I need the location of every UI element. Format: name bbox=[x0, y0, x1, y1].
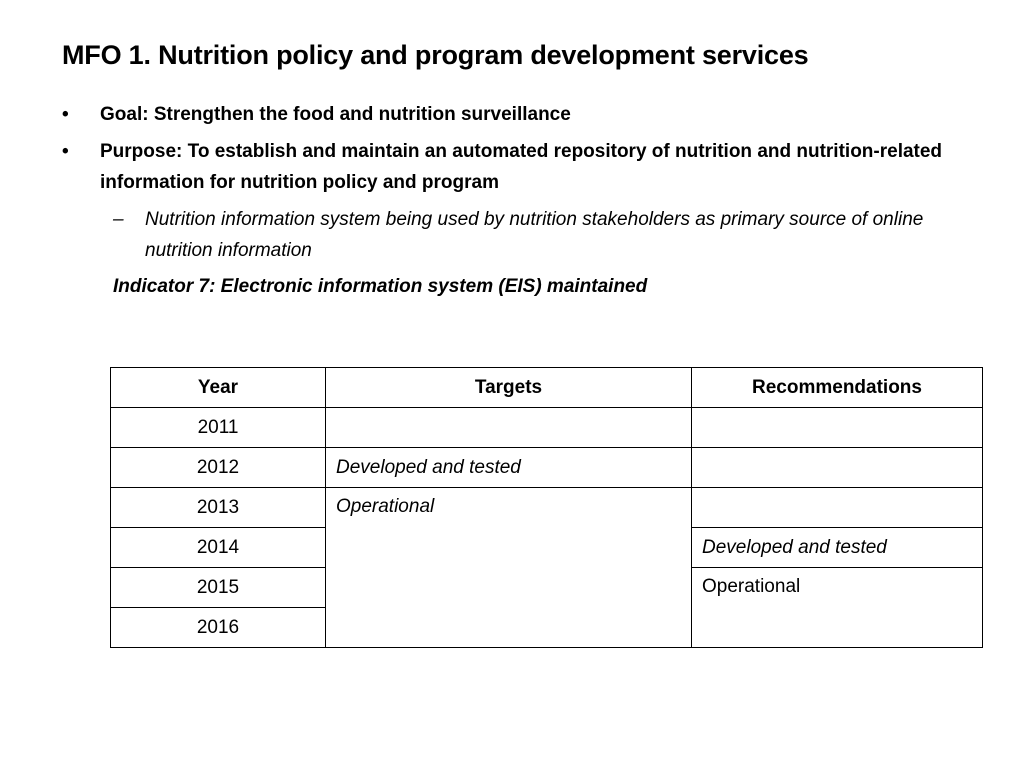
table-row bbox=[111, 408, 983, 448]
year-cell: 2016 bbox=[111, 608, 326, 648]
recommendations-cell: Operational bbox=[692, 568, 983, 648]
year-cell: 2013 bbox=[111, 488, 326, 528]
recommendations-cell bbox=[692, 488, 983, 528]
year-cell: 2012 bbox=[111, 448, 326, 488]
sub-bullet-marker: – bbox=[113, 209, 124, 230]
bullet-goal-text: Goal: Strengthen the food and nutrition surveillance bbox=[100, 104, 571, 125]
table-row bbox=[111, 448, 983, 488]
header-targets: Targets bbox=[326, 368, 692, 408]
recommendations-cell bbox=[692, 448, 983, 488]
year-cell: 2011 bbox=[111, 408, 326, 448]
year-cell: 2015 bbox=[111, 568, 326, 608]
targets-cell bbox=[326, 408, 692, 448]
indicator-text: Indicator 7: Electronic information system (EIS) maintained bbox=[113, 276, 648, 297]
recommendations-cell bbox=[692, 408, 983, 448]
recommendations-cell: Developed and tested bbox=[692, 528, 983, 568]
bullet-purpose-text: Purpose: To establish and maintain an automated repository of nutrition and nutrition-related information for nutrition policy and program bbox=[100, 141, 943, 193]
sub-bullet-text: Nutrition information system being used by nutrition stakeholders as primary source of online nutrition information bbox=[145, 209, 924, 261]
table-row bbox=[111, 488, 983, 528]
results-table bbox=[110, 367, 983, 648]
table-header-row bbox=[111, 368, 983, 408]
targets-cell: Operational bbox=[326, 488, 692, 648]
targets-cell: Developed and tested bbox=[326, 448, 692, 488]
header-recommendations: Recommendations bbox=[692, 368, 983, 408]
bullet-marker: • bbox=[62, 141, 69, 162]
header-year: Year bbox=[111, 368, 326, 408]
year-cell: 2014 bbox=[111, 528, 326, 568]
bullet-marker: • bbox=[62, 104, 69, 125]
slide-title: MFO 1. Nutrition policy and program development services bbox=[62, 40, 809, 70]
